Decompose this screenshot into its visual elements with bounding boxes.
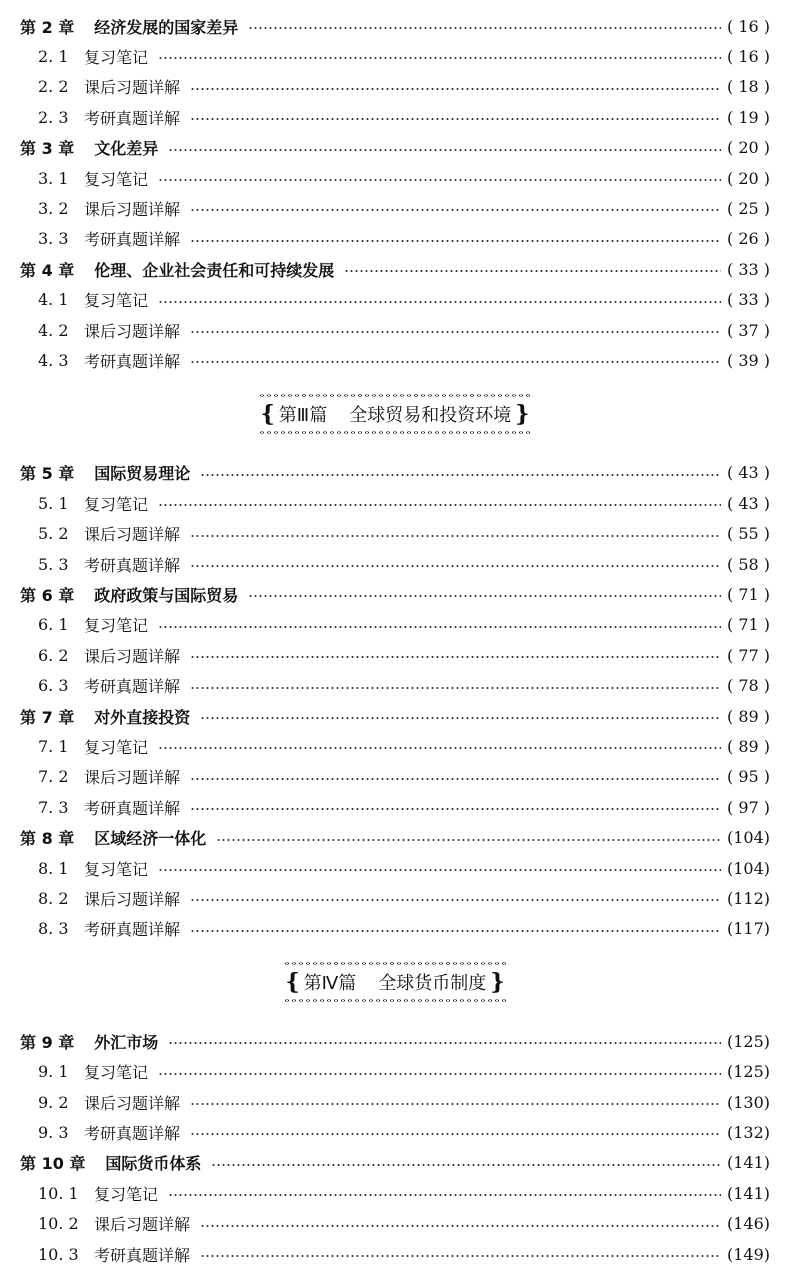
part-title: 全球贸易和投资环境 bbox=[349, 404, 512, 426]
section-number: 10. 2 bbox=[38, 1214, 79, 1234]
toc-section-entry[interactable] bbox=[0, 520, 790, 548]
dot-leader bbox=[190, 687, 721, 689]
right-brace-ornament: } bbox=[490, 969, 505, 996]
section-number: 9. 3 bbox=[38, 1122, 69, 1142]
toc-section-entry[interactable] bbox=[0, 672, 790, 700]
toc-section-entry[interactable] bbox=[0, 884, 790, 912]
dot-leader bbox=[190, 88, 721, 90]
section-number: 2. 1 bbox=[38, 46, 69, 66]
page-number: ( 25 ) bbox=[726, 198, 770, 218]
page-number: (149) bbox=[726, 1244, 770, 1264]
toc-chapter-entry[interactable] bbox=[0, 12, 790, 40]
section-number: 3. 3 bbox=[38, 229, 69, 249]
part-title: 全球货币制度 bbox=[378, 973, 487, 995]
chapter-title: 国际贸易理论 bbox=[94, 464, 191, 484]
dot-leader bbox=[168, 1042, 721, 1044]
page-number: (141) bbox=[726, 1183, 770, 1203]
page-number: ( 71 ) bbox=[726, 584, 770, 604]
part-number: 第Ⅲ篇 bbox=[278, 404, 328, 426]
dot-leader bbox=[168, 149, 721, 151]
right-brace-ornament: } bbox=[515, 400, 530, 427]
chapter-number: 第 8 章 bbox=[20, 829, 75, 849]
toc-chapter-entry[interactable] bbox=[0, 824, 790, 852]
toc-section-entry[interactable] bbox=[0, 915, 790, 943]
dot-leader bbox=[200, 717, 721, 719]
page-number: (132) bbox=[726, 1122, 770, 1142]
section-title: 考研真题详解 bbox=[84, 798, 181, 818]
toc-chapter-entry[interactable] bbox=[0, 134, 790, 162]
toc-section-entry[interactable] bbox=[0, 1240, 790, 1268]
dot-leader bbox=[190, 899, 721, 901]
section-title: 复习笔记 bbox=[84, 47, 149, 67]
toc-section-entry[interactable] bbox=[0, 1179, 790, 1207]
section-number: 4. 2 bbox=[38, 320, 69, 340]
section-number: 10. 1 bbox=[38, 1183, 79, 1203]
part-heading-frame bbox=[245, 393, 546, 435]
section-number: 7. 2 bbox=[38, 767, 69, 787]
section-number: 7. 1 bbox=[38, 736, 69, 756]
section-number: 9. 2 bbox=[38, 1092, 69, 1112]
dot-leader bbox=[158, 1073, 721, 1075]
section-title: 复习笔记 bbox=[84, 616, 149, 636]
section-title: 考研真题详解 bbox=[84, 920, 181, 940]
part-heading-text bbox=[300, 969, 491, 995]
dot-leader bbox=[168, 1194, 721, 1196]
section-number: 4. 1 bbox=[38, 290, 69, 310]
section-title: 复习笔记 bbox=[84, 737, 149, 757]
section-number: 6. 3 bbox=[38, 676, 69, 696]
toc-section-entry[interactable] bbox=[0, 1058, 790, 1086]
ornament-border-bottom bbox=[259, 430, 532, 435]
dot-leader bbox=[190, 778, 721, 780]
dot-leader bbox=[248, 595, 721, 597]
page-number: ( 18 ) bbox=[726, 77, 770, 97]
toc-section-entry[interactable] bbox=[0, 1210, 790, 1238]
section-title: 课后习题详解 bbox=[84, 646, 181, 666]
chapter-number: 第 9 章 bbox=[20, 1032, 75, 1052]
page-number: (112) bbox=[726, 888, 770, 908]
chapter-title: 对外直接投资 bbox=[94, 707, 191, 727]
section-title: 考研真题详解 bbox=[84, 108, 181, 128]
dot-leader bbox=[158, 869, 721, 871]
toc-section-entry[interactable] bbox=[0, 346, 790, 374]
section-number: 5. 3 bbox=[38, 554, 69, 574]
toc-section-entry[interactable] bbox=[0, 1118, 790, 1146]
section-number: 3. 1 bbox=[38, 168, 69, 188]
section-number: 3. 2 bbox=[38, 198, 69, 218]
chapter-number: 第 2 章 bbox=[20, 17, 75, 37]
section-title: 复习笔记 bbox=[84, 291, 149, 311]
section-number: 6. 2 bbox=[38, 645, 69, 665]
dot-leader bbox=[158, 179, 721, 181]
dot-leader bbox=[190, 209, 721, 211]
section-number: 5. 1 bbox=[38, 493, 69, 513]
toc-section-entry[interactable] bbox=[0, 42, 790, 70]
section-number: 5. 2 bbox=[38, 524, 69, 544]
section-title: 考研真题详解 bbox=[94, 1245, 191, 1265]
toc-section-entry[interactable] bbox=[0, 164, 790, 192]
chapter-title: 经济发展的国家差异 bbox=[94, 17, 239, 37]
ornament-border-bottom bbox=[284, 998, 507, 1003]
dot-leader bbox=[248, 27, 721, 29]
page-number: ( 37 ) bbox=[726, 320, 770, 340]
page-number: ( 20 ) bbox=[726, 138, 770, 158]
page-number: ( 33 ) bbox=[726, 259, 770, 279]
chapter-number: 第 5 章 bbox=[20, 464, 75, 484]
left-brace-ornament: { bbox=[260, 400, 275, 427]
dot-leader bbox=[158, 626, 721, 628]
toc-chapter-entry[interactable] bbox=[0, 255, 790, 283]
section-number: 7. 3 bbox=[38, 797, 69, 817]
section-title: 考研真题详解 bbox=[84, 1123, 181, 1143]
section-title: 课后习题详解 bbox=[84, 199, 181, 219]
page-number: ( 19 ) bbox=[726, 107, 770, 127]
chapter-number: 第 10 章 bbox=[20, 1154, 86, 1174]
section-number: 9. 1 bbox=[38, 1062, 69, 1082]
dot-leader bbox=[190, 565, 721, 567]
section-title: 复习笔记 bbox=[84, 169, 149, 189]
dot-leader bbox=[158, 504, 721, 506]
section-number: 8. 2 bbox=[38, 888, 69, 908]
dot-leader bbox=[216, 839, 721, 841]
toc-section-entry[interactable] bbox=[0, 763, 790, 791]
toc-chapter-entry[interactable] bbox=[0, 1027, 790, 1055]
page-number: ( 95 ) bbox=[726, 767, 770, 787]
part-heading bbox=[0, 957, 790, 1007]
section-title: 复习笔记 bbox=[84, 859, 149, 879]
toc-section-entry[interactable] bbox=[0, 194, 790, 222]
dot-leader bbox=[190, 656, 721, 658]
page-number: ( 39 ) bbox=[726, 350, 770, 370]
chapter-title: 伦理、企业社会责任和可持续发展 bbox=[94, 260, 335, 280]
section-number: 4. 3 bbox=[38, 350, 69, 370]
page-number: ( 43 ) bbox=[726, 493, 770, 513]
toc-section-entry[interactable] bbox=[0, 489, 790, 517]
toc-section-entry[interactable] bbox=[0, 103, 790, 131]
section-title: 课后习题详解 bbox=[84, 1093, 181, 1113]
page-number: ( 55 ) bbox=[726, 524, 770, 544]
page-number: ( 20 ) bbox=[726, 168, 770, 188]
ornament-border-top bbox=[284, 961, 507, 966]
dot-leader bbox=[200, 1225, 721, 1227]
page-number: ( 78 ) bbox=[726, 676, 770, 696]
ornament-border-top bbox=[259, 393, 532, 398]
section-title: 课后习题详解 bbox=[84, 889, 181, 909]
section-number: 8. 3 bbox=[38, 919, 69, 939]
section-number: 8. 1 bbox=[38, 858, 69, 878]
dot-leader bbox=[190, 118, 721, 120]
section-title: 复习笔记 bbox=[84, 494, 149, 514]
dot-leader bbox=[211, 1164, 721, 1166]
page-number: (104) bbox=[726, 828, 770, 848]
part-heading-text bbox=[275, 401, 515, 427]
section-title: 课后习题详解 bbox=[84, 525, 181, 545]
section-title: 课后习题详解 bbox=[94, 1215, 191, 1235]
dot-leader bbox=[190, 808, 721, 810]
dot-leader bbox=[200, 474, 721, 476]
dot-leader bbox=[190, 1103, 721, 1105]
page-number: ( 26 ) bbox=[726, 229, 770, 249]
dot-leader bbox=[158, 57, 721, 59]
page-number: ( 16 ) bbox=[726, 16, 770, 36]
page-number: (104) bbox=[726, 858, 770, 878]
page-number: ( 77 ) bbox=[726, 645, 770, 665]
page-number: ( 71 ) bbox=[726, 615, 770, 635]
page-number: ( 58 ) bbox=[726, 554, 770, 574]
section-title: 复习笔记 bbox=[94, 1184, 159, 1204]
page-number: ( 97 ) bbox=[726, 797, 770, 817]
page-number: (125) bbox=[726, 1062, 770, 1082]
page-number: ( 43 ) bbox=[726, 463, 770, 483]
part-heading bbox=[0, 389, 790, 439]
chapter-title: 文化差异 bbox=[94, 139, 159, 159]
section-number: 6. 1 bbox=[38, 615, 69, 635]
section-title: 课后习题详解 bbox=[84, 78, 181, 98]
section-number: 10. 3 bbox=[38, 1244, 79, 1264]
chapter-title: 区域经济一体化 bbox=[94, 829, 207, 849]
left-brace-ornament: { bbox=[285, 969, 300, 996]
page-number: (146) bbox=[726, 1214, 770, 1234]
section-title: 考研真题详解 bbox=[84, 555, 181, 575]
toc-section-entry[interactable] bbox=[0, 1088, 790, 1116]
page-number: ( 33 ) bbox=[726, 290, 770, 310]
section-title: 课后习题详解 bbox=[84, 321, 181, 341]
dot-leader bbox=[200, 1255, 721, 1257]
page-number: (130) bbox=[726, 1092, 770, 1112]
dot-leader bbox=[190, 240, 721, 242]
dot-leader bbox=[158, 747, 721, 749]
dot-leader bbox=[190, 535, 721, 537]
page-number: (125) bbox=[726, 1031, 770, 1051]
dot-leader bbox=[158, 301, 721, 303]
dot-leader bbox=[344, 270, 721, 272]
toc-section-entry[interactable] bbox=[0, 286, 790, 314]
dot-leader bbox=[190, 331, 721, 333]
chapter-number: 第 6 章 bbox=[20, 585, 75, 605]
page-number: ( 16 ) bbox=[726, 46, 770, 66]
toc-section-entry[interactable] bbox=[0, 550, 790, 578]
toc-section-entry[interactable] bbox=[0, 316, 790, 344]
toc-chapter-entry[interactable] bbox=[0, 459, 790, 487]
toc-section-entry[interactable] bbox=[0, 641, 790, 669]
page-number: (141) bbox=[726, 1153, 770, 1173]
chapter-title: 国际货币体系 bbox=[105, 1154, 202, 1174]
section-number: 2. 2 bbox=[38, 77, 69, 97]
dot-leader bbox=[190, 930, 721, 932]
section-title: 考研真题详解 bbox=[84, 230, 181, 250]
dot-leader bbox=[190, 361, 721, 363]
toc-chapter-entry[interactable] bbox=[0, 1149, 790, 1177]
page-number: (117) bbox=[726, 919, 770, 939]
toc-section-entry[interactable] bbox=[0, 611, 790, 639]
dot-leader bbox=[190, 1133, 721, 1135]
toc-chapter-entry[interactable] bbox=[0, 580, 790, 608]
toc-section-entry[interactable] bbox=[0, 225, 790, 253]
chapter-title: 政府政策与国际贸易 bbox=[94, 585, 239, 605]
toc-section-entry[interactable] bbox=[0, 854, 790, 882]
section-title: 考研真题详解 bbox=[84, 677, 181, 697]
toc-section-entry[interactable] bbox=[0, 732, 790, 760]
chapter-number: 第 7 章 bbox=[20, 707, 75, 727]
section-title: 考研真题详解 bbox=[84, 351, 181, 371]
part-heading-frame bbox=[270, 961, 521, 1003]
toc-chapter-entry[interactable] bbox=[0, 702, 790, 730]
chapter-number: 第 4 章 bbox=[20, 260, 75, 280]
part-number: 第Ⅳ篇 bbox=[303, 973, 357, 995]
chapter-title: 外汇市场 bbox=[94, 1032, 159, 1052]
page-number: ( 89 ) bbox=[726, 706, 770, 726]
section-number: 2. 3 bbox=[38, 107, 69, 127]
toc-section-entry[interactable] bbox=[0, 73, 790, 101]
section-title: 复习笔记 bbox=[84, 1063, 149, 1083]
toc-section-entry[interactable] bbox=[0, 793, 790, 821]
section-title: 课后习题详解 bbox=[84, 768, 181, 788]
page-number: ( 89 ) bbox=[726, 736, 770, 756]
chapter-number: 第 3 章 bbox=[20, 139, 75, 159]
